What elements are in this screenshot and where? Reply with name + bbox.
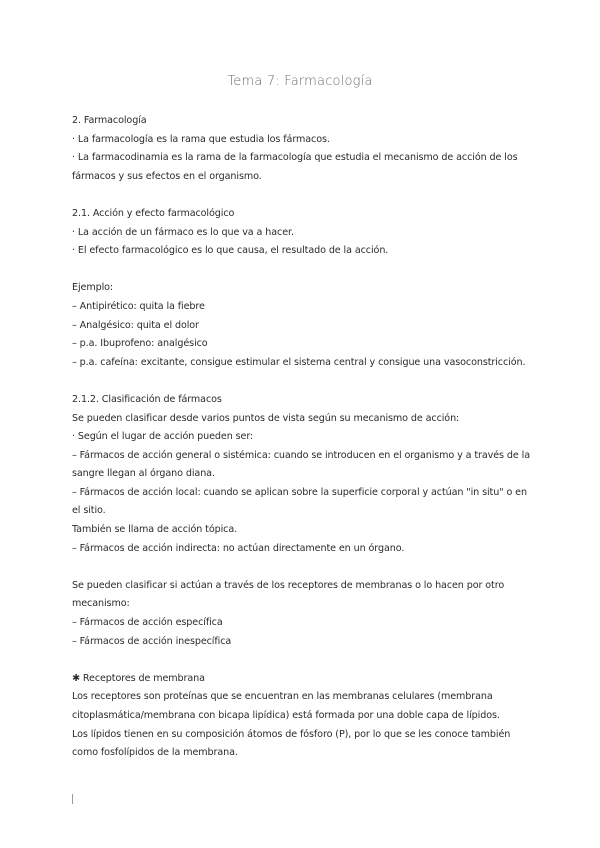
section-heading: Ejemplo: bbox=[72, 282, 114, 294]
list-item: – Antipirético: quita la fiebre bbox=[72, 300, 205, 312]
paragraph-line: También se llama de acción tópica. bbox=[72, 524, 238, 536]
paragraph-line: Los lípidos tienen en su composición átomos de fósforo (P), por lo que se les conoce también como fosfolípidos de la membrana. bbox=[72, 728, 511, 759]
paragraph-line: · La acción de un fármaco es lo que va a hacer. bbox=[72, 226, 294, 238]
list-item: – Fármacos de acción general o sistémica: cuando se introducen en el organismo y a través de la sangre llegan al órgano diana. bbox=[72, 449, 530, 480]
list-item: – p.a. cafeína: excitante, consigue estimular el sistema central y consigue una vasoconstricción. bbox=[72, 356, 526, 368]
page-number-mark bbox=[72, 794, 73, 804]
list-item: – Fármacos de acción específica bbox=[72, 617, 223, 629]
paragraph-line: Se pueden clasificar desde varios puntos de vista según su mecanismo de acción: bbox=[72, 412, 460, 424]
section-heading: 2. Farmacología bbox=[72, 115, 147, 126]
list-item: – Fármacos de acción inespecífica bbox=[72, 635, 232, 647]
paragraph-line: · El efecto farmacológico es lo que causa, el resultado de la acción. bbox=[72, 245, 389, 257]
paragraph-line: Los receptores son proteínas que se encuentran en las membranas celulares (membrana citoplasmática/membrana con bicapa lipídica) está formada por una doble capa de lípidos. bbox=[72, 691, 500, 721]
list-item: – Analgésico: quita el dolor bbox=[72, 319, 199, 331]
paragraph-line: · La farmacodinamia es la rama de la farmacología que estudia el mecanismo de acción de los fármacos y sus efectos en el organismo. bbox=[72, 152, 518, 182]
section-heading: 2.1.2. Clasificación de fármacos bbox=[72, 393, 222, 405]
section-heading: ✱ Receptores de membrana bbox=[72, 672, 205, 684]
list-item: – p.a. Ibuprofeno: analgésico bbox=[72, 338, 208, 350]
paragraph-line: · La farmacología es la rama que estudia los fármacos. bbox=[72, 133, 330, 145]
document-body bbox=[72, 112, 530, 763]
list-item: – Fármacos de acción indirecta: no actúan directamente en un órgano. bbox=[72, 542, 405, 554]
paragraph-line: · Según el lugar de acción pueden ser: bbox=[72, 431, 254, 443]
section-heading: 2.1. Acción y efecto farmacológico bbox=[72, 207, 235, 219]
list-item: – Fármacos de acción local: cuando se aplican sobre la superficie corporal y actúan "in situ" o en el sitio. bbox=[72, 486, 527, 517]
paragraph-line: Se pueden clasificar si actúan a través de los receptores de membranas o lo hacen por otro mecanismo: bbox=[72, 579, 505, 610]
page-title: Tema 7: Farmacología bbox=[227, 74, 373, 89]
